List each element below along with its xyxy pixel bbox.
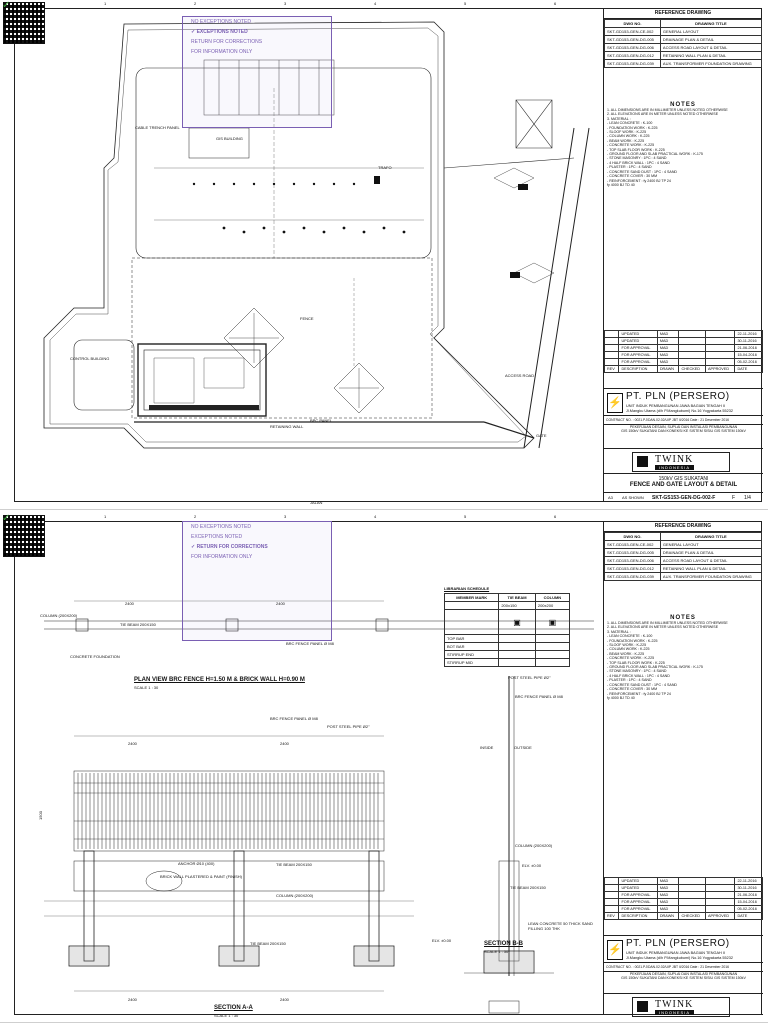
rev-cell bbox=[706, 906, 735, 913]
section-aa-scale: SCALE 1 : 30 bbox=[214, 1013, 239, 1018]
reference-header: REFERENCE DRAWING bbox=[604, 8, 762, 19]
callout-brc-panel: BRC FENCE PANEL Ø M8 bbox=[515, 694, 563, 699]
schedule-row: BOT BAR bbox=[445, 643, 499, 651]
size: A3 bbox=[608, 495, 613, 500]
rev-cell: MAD bbox=[657, 345, 679, 352]
rev-cell: 22-11-2016 bbox=[735, 331, 763, 338]
callout-elv: ELV. ±0.00 bbox=[432, 938, 452, 943]
rev-cell bbox=[605, 885, 619, 892]
rev-cell bbox=[679, 331, 706, 338]
note-line: - SLOOF WORK : K-225 bbox=[607, 643, 647, 648]
notes-title: NOTES bbox=[670, 102, 696, 108]
rev-cell bbox=[605, 906, 619, 913]
dim-span: 2400 bbox=[125, 601, 134, 606]
note-line: - REINFORCEMENT : fy 2400 BJ TP 24 bbox=[607, 691, 671, 696]
rev-cell bbox=[706, 345, 735, 352]
rev-cell: MAD bbox=[657, 885, 679, 892]
label-inside: INSIDE bbox=[480, 745, 494, 750]
dim-span: 2400 bbox=[128, 997, 137, 1002]
rev-cell bbox=[679, 899, 706, 906]
client-address bbox=[626, 951, 733, 960]
label-control-building: CONTROL BUILDING bbox=[70, 356, 110, 361]
ref-no: SKT-GD153-GEN-DG-005 bbox=[605, 36, 661, 44]
project-line: PEKERJAAN DESAIN, SUPLAI DAN INSTALASI PEMBANGUNAN bbox=[629, 425, 738, 429]
client-sub1: UNIT INDUK PEMBANGUNAN JAWA BAGIAN TENGAH II bbox=[626, 951, 725, 955]
rev-cell bbox=[605, 352, 619, 359]
callout-brc-panel: BRC FENCE PANEL Ø M8 bbox=[270, 716, 318, 721]
pln-logo-icon: ⚡ bbox=[607, 940, 623, 960]
stamp-item-selected: ✓ EXCEPTIONS NOTED bbox=[191, 29, 248, 35]
contractor-sub: INDONESIA bbox=[655, 1010, 694, 1015]
label-gis-building: GIS BUILDING bbox=[216, 136, 243, 141]
rev-cell: FOR APPROVAL bbox=[619, 906, 657, 913]
section-bb-scale: SCALE 1 : 30 bbox=[484, 949, 509, 954]
ref-no: SKT-GD153-GEN-CE-002 bbox=[605, 28, 661, 36]
rev-cell bbox=[706, 892, 735, 899]
note-line: - CONCRETE SAND DUST : 1PC : 4 SAND bbox=[607, 682, 678, 687]
ref-title: GENERAL LAYOUT bbox=[660, 541, 761, 549]
note-line: - TOP SLAB FLOOR WORK : K-225 bbox=[607, 660, 665, 665]
dim-span: 2400 bbox=[128, 741, 137, 746]
note-line: - COLUMN WORK : K-225 bbox=[607, 134, 650, 139]
rev-cell bbox=[679, 359, 706, 366]
rev-cell bbox=[605, 331, 619, 338]
rev-cell: UPDATED bbox=[619, 878, 657, 885]
rev-cell: FOR APPROVAL bbox=[619, 352, 657, 359]
section-aa-title: SECTION A-A bbox=[214, 1005, 253, 1011]
callout-brick-wall: BRICK WALL PLASTERED & PAINT (FINISH) bbox=[160, 874, 243, 879]
contractor-sub: INDONESIA bbox=[655, 465, 694, 470]
contract-line: CONTRACT NO. : 0021.PJ/DAN.02.02/UIP JBT II/2016 Date : 21 Desember 2016 bbox=[606, 418, 730, 422]
ref-title: AUX. TRANSFORMER FOUNDATION DRAWING bbox=[660, 60, 761, 68]
drawing-title-b: FENCE AND GATE LAYOUT & DETAIL bbox=[629, 482, 738, 488]
project-title bbox=[604, 424, 763, 433]
note-line: - CONCRETE COVER : 30 MM bbox=[607, 174, 658, 179]
rev-cell: UPDATED bbox=[619, 331, 657, 338]
rev-cell: MAD bbox=[657, 899, 679, 906]
rev-cell bbox=[679, 892, 706, 899]
rev-cell: 21-06-2016 bbox=[735, 345, 763, 352]
contractor-name: TWINK bbox=[655, 454, 694, 465]
rev-cell: UPDATED bbox=[619, 338, 657, 345]
rev-cell: APPROVED bbox=[706, 366, 735, 373]
revision: F bbox=[732, 495, 736, 501]
rev-cell: 05-02-2016 bbox=[735, 906, 763, 913]
scale: AS SHOWN bbox=[622, 495, 644, 500]
rev-cell bbox=[706, 899, 735, 906]
contractor-logo bbox=[632, 997, 730, 1017]
sheet-number: 1/4 bbox=[744, 495, 751, 501]
note-line: 3. MATERIAL : bbox=[607, 629, 631, 634]
callout-tie-beam: TIE BEAM 200X150 bbox=[120, 622, 156, 627]
rev-cell: 15-04-2016 bbox=[735, 899, 763, 906]
ref-no: SKT-GD153-GEN-DG-006 bbox=[605, 44, 661, 52]
rev-cell bbox=[706, 352, 735, 359]
note-line: - STONE MASONRY : 1PC : 4 SAND bbox=[607, 669, 667, 674]
rev-cell: DESCRIPTION bbox=[619, 366, 657, 373]
label-gate: GATE bbox=[536, 433, 547, 438]
callout-post-steel: POST STEEL PIPE Ø2" bbox=[508, 675, 551, 680]
note-line: 1. ALL DIMENSIONS ARE IN MILLIMETER UNLESS NOTED OTHERWISE bbox=[607, 621, 728, 625]
pln-logo-icon: ⚡ bbox=[607, 393, 623, 413]
note-line: - LEAN CONCRETE : K-100 bbox=[607, 121, 653, 126]
rev-cell: MAD bbox=[657, 906, 679, 913]
contractor-block bbox=[604, 448, 763, 474]
twink-logo-icon bbox=[637, 456, 648, 467]
client-name: PT. PLN (PERSERO) bbox=[626, 391, 730, 402]
rev-cell bbox=[706, 359, 735, 366]
ref-no: SKT-GD153-GEN-CE-002 bbox=[605, 541, 661, 549]
rev-cell bbox=[679, 906, 706, 913]
drawing-number: SKT-GS153-GEN-DG-002-F bbox=[652, 495, 716, 501]
grid-numbers: 1 2 3 4 5 6 bbox=[104, 514, 557, 519]
rev-cell bbox=[706, 331, 735, 338]
client-name: PT. PLN (PERSERO) bbox=[626, 938, 730, 949]
ref-col: DWG NO. bbox=[605, 533, 661, 541]
note-line: - LEAN CONCRETE : K-100 bbox=[607, 634, 653, 639]
client-sub2: Jl.Mangku Utama (d/h P.Mangkubumi) No.16 Yogyakarta 55232 bbox=[626, 408, 733, 413]
callout-anchor: ANCHOR Ø10 (400) bbox=[178, 861, 215, 866]
ref-no: SKT-GD153-GEN-DG-005 bbox=[605, 549, 661, 557]
rev-cell: REV bbox=[605, 913, 619, 920]
drawing-title-a: 150kV GIS SUKATANI bbox=[658, 476, 709, 482]
project-line: GIS 150kV SUKATANI DAN KONEKSI KE SISTEM SISIU GIS SISTEM 150kV bbox=[621, 429, 746, 433]
rev-cell: MAD bbox=[657, 331, 679, 338]
rev-cell: FOR APPROVAL bbox=[619, 359, 657, 366]
callout-column: COLUMN (200X200) bbox=[515, 843, 553, 848]
rev-cell bbox=[679, 345, 706, 352]
rev-cell bbox=[605, 899, 619, 906]
rev-cell: 30-11-2016 bbox=[735, 338, 763, 345]
notes-block bbox=[604, 615, 762, 700]
rev-cell: MAD bbox=[657, 878, 679, 885]
ref-title: DRAINAGE PLAN & DETAIL bbox=[660, 36, 761, 44]
rev-cell: APPROVED bbox=[706, 913, 735, 920]
note-line: - BEAM WORK : K-225 bbox=[607, 651, 645, 656]
check-icon: ✓ bbox=[2, 513, 11, 524]
note-line: - SLOOF WORK : K-225 bbox=[607, 130, 647, 135]
title-block bbox=[603, 521, 762, 1015]
rev-cell bbox=[605, 345, 619, 352]
rev-cell bbox=[679, 352, 706, 359]
rev-cell: MAD bbox=[657, 892, 679, 899]
stamp-item: RETURN FOR CORRECTIONS bbox=[191, 39, 263, 45]
label-bpc-panel: BPC PANEL bbox=[310, 418, 333, 423]
callout-post-steel: POST STEEL PIPE Ø2" bbox=[327, 724, 370, 729]
drawing-number-row bbox=[604, 492, 763, 503]
rev-cell: FOR APPROVAL bbox=[619, 892, 657, 899]
schedule-table: MEMBER MARK TIE BEAM COLUMN 200x150 200x200 ▣ ▣ TOP BAR BOT BAR STIRRUP END STIRRUP MID bbox=[444, 593, 570, 667]
ref-title: DRAINAGE PLAN & DETAIL bbox=[660, 549, 761, 557]
schedule-row: TOP BAR bbox=[445, 635, 499, 643]
contract-line: CONTRACT NO. : 0021.PJ/DAN.02.02/UIP JBT II/2016 Date : 21 Desember 2016 bbox=[606, 965, 730, 969]
reference-header: REFERENCE DRAWING bbox=[604, 521, 762, 532]
rev-cell bbox=[679, 885, 706, 892]
grid-numbers: 1 2 3 4 5 6 bbox=[104, 1, 557, 6]
check-icon: ✓ bbox=[2, 0, 11, 11]
rev-cell bbox=[679, 878, 706, 885]
dim-span: 2400 bbox=[280, 997, 289, 1002]
revision-table bbox=[604, 330, 763, 373]
rev-cell: DATE bbox=[735, 913, 763, 920]
note-line: - GROUND FLOOR AND SLAB PRACTICAL WORK : K-175 bbox=[607, 665, 703, 670]
rev-cell: UPDATED bbox=[619, 885, 657, 892]
note-line: - PLASTER : 1PC : 4 SAND bbox=[607, 678, 652, 683]
ref-title: ACCESS ROAD LAYOUT & DETAIL bbox=[660, 44, 761, 52]
drawing-sheet-fence-detail bbox=[0, 513, 768, 1023]
note-line: - 4 HALF BRICK WALL : 1PC : 4 SAND bbox=[607, 673, 670, 678]
rev-cell bbox=[706, 338, 735, 345]
note-line: fy 4000 BJ TD 40 bbox=[607, 695, 635, 700]
ref-col: DRAWING TITLE bbox=[660, 20, 761, 28]
stamp-item: EXCEPTIONS NOTED bbox=[191, 534, 243, 540]
client-block bbox=[604, 935, 763, 963]
rev-cell: MAD bbox=[657, 352, 679, 359]
ref-no: SKT-GD153-GEN-DG-006 bbox=[605, 557, 661, 565]
rev-cell: DRAWN bbox=[657, 366, 679, 373]
project-title bbox=[604, 971, 763, 980]
note-line: - COLUMN WORK : K-225 bbox=[607, 647, 650, 652]
ref-title: RETAINING WALL PLAN & DETAIL bbox=[660, 52, 761, 60]
label-fence: FENCE bbox=[300, 316, 314, 321]
callout-tie-beam: TIE BEAM 200X150 bbox=[250, 941, 286, 946]
contractor-logo bbox=[632, 452, 730, 472]
note-line: - GROUND FLOOR AND SLAB PRACTICAL WORK : K-175 bbox=[607, 152, 703, 157]
rev-cell: DESCRIPTION bbox=[619, 913, 657, 920]
callout-elv: ELV. ±0.00 bbox=[522, 863, 542, 868]
schedule-dim: 200x150 bbox=[499, 602, 536, 610]
schedule-header: MEMBER MARK bbox=[445, 594, 499, 602]
stamp-item-selected: ✓ RETURN FOR CORRECTIONS bbox=[191, 544, 268, 550]
client-sub1: UNIT INDUK PEMBANGUNAN JAWA BAGIAN TENGAH II bbox=[626, 404, 725, 408]
rev-cell: MAD bbox=[657, 338, 679, 345]
ref-no: SKT-GD153-GEN-DG-012 bbox=[605, 52, 661, 60]
rev-cell: CHECKED bbox=[679, 913, 706, 920]
label-jalan: JALAN bbox=[310, 500, 323, 505]
ref-no: SKT-GD153-GEN-DG-012 bbox=[605, 565, 661, 573]
label-trafo: TRAFO bbox=[378, 165, 392, 170]
callout-column: COLUMN (200X200) bbox=[276, 893, 314, 898]
rev-cell bbox=[605, 892, 619, 899]
callout-tie-beam: TIE BEAM 200X150 bbox=[510, 885, 546, 890]
rev-cell: 05-02-2016 bbox=[735, 359, 763, 366]
note-line: 3. MATERIAL : bbox=[607, 116, 631, 121]
rev-cell: 15-04-2016 bbox=[735, 352, 763, 359]
notes-block bbox=[604, 102, 762, 187]
note-line: 1. ALL DIMENSIONS ARE IN MILLIMETER UNLESS NOTED OTHERWISE bbox=[607, 108, 728, 112]
ref-title: GENERAL LAYOUT bbox=[660, 28, 761, 36]
approval-stamp bbox=[182, 521, 332, 641]
rev-cell: FOR APPROVAL bbox=[619, 899, 657, 906]
note-line: - CONCRETE WORK : K-225 bbox=[607, 143, 655, 148]
ref-title: RETAINING WALL PLAN & DETAIL bbox=[660, 565, 761, 573]
reference-table bbox=[604, 19, 762, 68]
dim-span: 2400 bbox=[276, 601, 285, 606]
label-cable-trench: CABLE TRENCH PANEL bbox=[135, 125, 180, 130]
contractor-block bbox=[604, 993, 763, 1015]
callout-column: COLUMN (200X200) bbox=[40, 613, 78, 618]
rev-cell bbox=[679, 338, 706, 345]
client-block bbox=[604, 388, 763, 416]
rev-cell bbox=[706, 878, 735, 885]
schedule-dim: 200x200 bbox=[535, 602, 569, 610]
rev-cell bbox=[605, 338, 619, 345]
ref-no: SKT-GD153-GEN-DG-039 bbox=[605, 573, 661, 581]
note-line: 2. ALL ELEVATIONS ARE IN METER UNLESS NOTED OTHERWISE bbox=[607, 112, 719, 117]
dim-span: 2400 bbox=[280, 741, 289, 746]
contractor-name: TWINK bbox=[655, 999, 694, 1010]
schedule-row: STIRRUP END bbox=[445, 651, 499, 659]
rebar-schedule bbox=[444, 586, 570, 667]
label-outside: OUTSIDE bbox=[514, 745, 532, 750]
project-line: GIS 150kV SUKATANI DAN KONEKSI KE SISTEM SISIU GIS SISTEM 150kV bbox=[621, 976, 746, 980]
stamp-item: NO EXCEPTIONS NOTED bbox=[191, 19, 252, 25]
rev-cell: 21-06-2016 bbox=[735, 892, 763, 899]
callout-lean-concrete: LEAN CONCRETE 50 THICK SAND FILLING 100 THK bbox=[528, 921, 593, 931]
twink-logo-icon bbox=[637, 1001, 648, 1012]
schedule-row: STIRRUP MID bbox=[445, 659, 499, 667]
client-sub2: Jl.Mangku Utama (d/h P.Mangkubumi) No.16 Yogyakarta 55232 bbox=[626, 955, 733, 960]
callout-foundation: CONCRETE FOUNDATION bbox=[70, 654, 120, 659]
note-line: - TOP SLAB FLOOR WORK : K-225 bbox=[607, 147, 665, 152]
stamp-item: FOR INFORMATION ONLY bbox=[191, 554, 253, 560]
callout-tie-beam: TIE BEAM 200X150 bbox=[276, 862, 312, 867]
schedule-header: COLUMN bbox=[535, 594, 569, 602]
ref-no: SKT-GD153-GEN-DG-039 bbox=[605, 60, 661, 68]
note-line: - 4 HALF BRICK WALL : 1PC : 4 SAND bbox=[607, 160, 670, 165]
note-line: - FOUNDATION WORK : K-225 bbox=[607, 638, 658, 643]
stamp-item: FOR INFORMATION ONLY bbox=[191, 49, 253, 55]
note-line: - FOUNDATION WORK : K-225 bbox=[607, 125, 658, 130]
rev-cell: REV bbox=[605, 366, 619, 373]
plan-view-scale: SCALE 1 : 30 bbox=[134, 685, 159, 690]
rev-cell bbox=[706, 885, 735, 892]
note-line: - PLASTER : 1PC : 4 SAND bbox=[607, 165, 652, 170]
notes-title: NOTES bbox=[670, 615, 696, 621]
drawing-sheet-site-layout bbox=[0, 0, 768, 510]
plan-view-title: PLAN VIEW BRC FENCE H=1.50 M & BRICK WALL H=0.90 M bbox=[134, 677, 305, 683]
label-retaining-wall: RETAINING WALL bbox=[270, 424, 304, 429]
note-line: - CONCRETE COVER : 30 MM bbox=[607, 687, 658, 692]
rev-cell: FOR APPROVAL bbox=[619, 345, 657, 352]
rev-cell: 30-11-2016 bbox=[735, 885, 763, 892]
section-bb-title: SECTION B-B bbox=[484, 941, 523, 947]
rev-cell bbox=[605, 878, 619, 885]
ref-title: ACCESS ROAD LAYOUT & DETAIL bbox=[660, 557, 761, 565]
note-line: - CONCRETE SAND DUST : 1PC : 4 SAND bbox=[607, 169, 678, 174]
revision-table bbox=[604, 877, 763, 920]
approval-stamp bbox=[182, 16, 332, 128]
label-access-road: ACCESS ROAD bbox=[505, 373, 535, 378]
note-line: fy 4000 BJ TD 40 bbox=[607, 182, 635, 187]
rev-cell: 22-11-2016 bbox=[735, 878, 763, 885]
note-line: - BEAM WORK : K-225 bbox=[607, 138, 645, 143]
dim-height: 1500 bbox=[37, 811, 43, 820]
rev-cell: DATE bbox=[735, 366, 763, 373]
reference-table bbox=[604, 532, 762, 581]
rev-cell bbox=[605, 359, 619, 366]
client-address bbox=[626, 404, 733, 413]
ref-title: AUX. TRANSFORMER FOUNDATION DRAWING bbox=[660, 573, 761, 581]
drawing-title bbox=[604, 476, 763, 488]
rev-cell: DRAWN bbox=[657, 913, 679, 920]
rev-cell: CHECKED bbox=[679, 366, 706, 373]
ref-col: DRAWING TITLE bbox=[660, 533, 761, 541]
project-line: PEKERJAAN DESAIN, SUPLAI DAN INSTALASI PEMBANGUNAN bbox=[629, 972, 738, 976]
note-line: - STONE MASONRY : 1PC : 4 SAND bbox=[607, 156, 667, 161]
schedule-title: LIBRARIAN SCHEDULE bbox=[444, 586, 490, 591]
schedule-header: TIE BEAM bbox=[499, 594, 536, 602]
title-block bbox=[603, 8, 762, 502]
rev-cell: MAD bbox=[657, 359, 679, 366]
stamp-item: NO EXCEPTIONS NOTED bbox=[191, 524, 252, 530]
note-line: - REINFORCEMENT : fy 2400 BJ TP 24 bbox=[607, 178, 671, 183]
note-line: - CONCRETE WORK : K-225 bbox=[607, 656, 655, 661]
callout-brc-panel: BRC FENCE PANEL Ø M8 bbox=[286, 641, 334, 646]
ref-col: DWG NO. bbox=[605, 20, 661, 28]
note-line: 2. ALL ELEVATIONS ARE IN METER UNLESS NOTED OTHERWISE bbox=[607, 625, 719, 630]
